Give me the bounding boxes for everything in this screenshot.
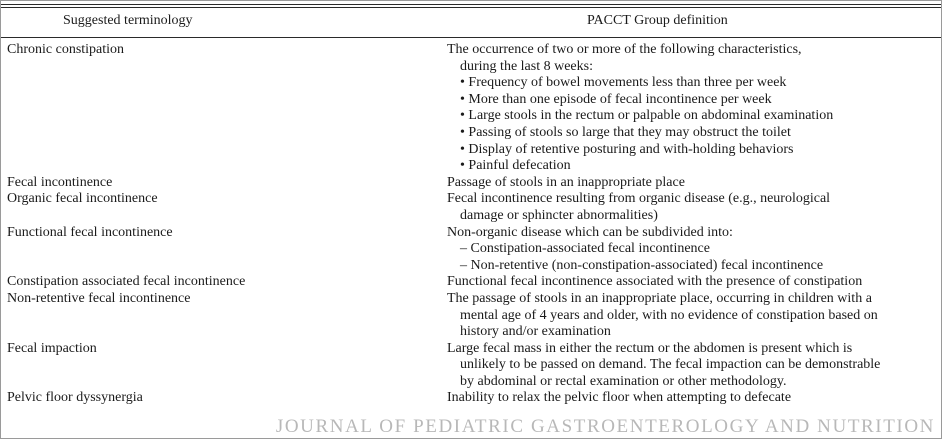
- definition-line: Functional fecal incontinence associated with the presence of constipation: [447, 274, 863, 290]
- definition-line: Non-organic disease which can be subdivided into:: [447, 224, 733, 240]
- definition-line-indent: mental age of 4 years and older, with no evidence of constipation based on: [460, 307, 878, 323]
- header-definition: PACCT Group definition: [587, 13, 728, 28]
- table-row: [1, 42, 941, 175]
- definition-line: Inability to relax the pelvic floor when attempting to defecate: [447, 390, 792, 406]
- table-header: [1, 13, 941, 33]
- bullet-list: [447, 75, 941, 175]
- definitions-table: [1, 42, 941, 407]
- definition-line-indent: damage or sphincter abnormalities): [460, 207, 658, 223]
- top-rule: [1, 4, 941, 5]
- definition-line-indent: unlikely to be passed on demand. The fecal impaction can be demonstrable: [460, 357, 881, 373]
- bullet-item: • Painful defecation: [460, 158, 941, 175]
- definition-line: Passage of stools in an inappropriate place: [447, 174, 685, 190]
- definition-cell: [447, 191, 941, 224]
- definition-line-indent: history and/or examination: [460, 324, 611, 340]
- definition-line: Fecal incontinence resulting from organic disease (e.g., neurological: [447, 191, 831, 207]
- definition-cell: [447, 274, 941, 291]
- top-rule-double: [1, 7, 941, 8]
- table-row: [1, 274, 941, 291]
- definition-cell: [447, 42, 941, 175]
- bullet-item: • Frequency of bowel movements less than three per week: [460, 75, 941, 92]
- term-cell: Constipation associated fecal incontinence: [7, 274, 246, 290]
- dash-list: [447, 241, 941, 274]
- definition-line: Large fecal mass in either the rectum or the abdomen is present which is: [447, 340, 853, 356]
- bullet-item: • More than one episode of fecal incontinence per week: [460, 92, 941, 109]
- term-cell: Fecal impaction: [7, 340, 97, 356]
- definition-line: The occurrence of two or more of the following characteristics,: [447, 42, 802, 57]
- term-cell: Fecal incontinence: [7, 174, 113, 190]
- header-terminology: Suggested terminology: [63, 13, 193, 28]
- term-cell: Pelvic floor dyssynergia: [7, 390, 143, 406]
- definition-cell: [447, 225, 941, 275]
- table-row: [1, 225, 941, 275]
- table-row: [1, 390, 941, 407]
- table-row: [1, 191, 941, 224]
- dash-item: – Constipation-associated fecal incontinence: [460, 241, 941, 258]
- dash-item: – Non-retentive (non-constipation-associated) fecal incontinence: [460, 258, 941, 275]
- bullet-item: • Large stools in the rectum or palpable on abdominal examination: [460, 108, 941, 125]
- term-cell: Organic fecal incontinence: [7, 191, 158, 207]
- table-row: [1, 291, 941, 341]
- term-cell: Non-retentive fecal incontinence: [7, 290, 191, 306]
- definition-line-indent: during the last 8 weeks:: [460, 58, 593, 74]
- term-cell: Chronic constipation: [7, 42, 125, 57]
- header-rule: [1, 37, 941, 38]
- definition-cell: [447, 175, 941, 192]
- bullet-item: • Display of retentive posturing and with-holding behaviors: [460, 142, 941, 159]
- journal-watermark: JOURNAL OF PEDIATRIC GASTROENTEROLOGY AND NUTRITION: [275, 416, 935, 437]
- definition-line-indent: by abdominal or rectal examination or other methodology.: [460, 373, 787, 389]
- definition-cell: [447, 291, 941, 341]
- definition-cell: [447, 390, 941, 407]
- definition-cell: [447, 341, 941, 391]
- table-row: [1, 175, 941, 192]
- table-row: [1, 341, 941, 391]
- term-cell: Functional fecal incontinence: [7, 224, 173, 240]
- bullet-item: • Passing of stools so large that they may obstruct the toilet: [460, 125, 941, 142]
- definition-line: The passage of stools in an inappropriate place, occurring in children with a: [447, 290, 872, 306]
